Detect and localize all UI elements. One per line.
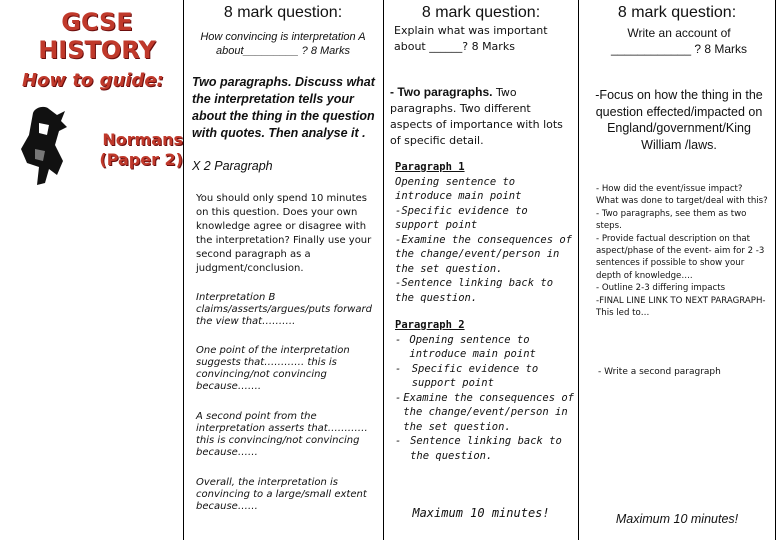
col4-question: Write an account of ____________ ? 8 Marks [610, 26, 748, 56]
col3-p1-title: Paragraph 1 [395, 161, 465, 173]
col2-heading: 8 mark question: [223, 4, 343, 21]
divider-2 [383, 0, 384, 540]
col3-paragraph-1 [395, 160, 575, 305]
col3-p1-item: -Examine the consequences of the change/event/person in the set question. [395, 233, 573, 275]
col3-p2-item: Examine the consequences of the change/event/person in the set question. [403, 391, 574, 433]
col4-bullets [596, 183, 768, 319]
divider-3 [578, 0, 579, 540]
col4-bullet: - Outline 2-3 differing impacts [596, 283, 726, 294]
title-block [32, 8, 162, 64]
col3-p1-item: -Specific evidence to support point [395, 204, 528, 231]
title-history: HISTORY [38, 36, 156, 64]
col2-time-note: You should only spend 10 minutes on this question. Does your own knowledge agree or disagree with the interpretation? Finally use your second paragraph as a judgment/conclusion. [196, 193, 372, 274]
col3-intro-rest: Two paragraphs. Two different aspects of importance with lots of specific detail. [390, 86, 563, 147]
col3-p2-item: Specific evidence to support point [411, 362, 539, 389]
col3-p2-item: Opening sentence to introduce main point [409, 333, 536, 360]
divider-1 [183, 0, 184, 540]
col3-p2-row: - Sentence linking back to the question. [395, 434, 575, 463]
col4-bullet: - Two paragraphs, see them as two steps. [596, 208, 747, 232]
col3-p2-title: Paragraph 2 [395, 319, 465, 331]
col3-p2-row: - Examine the consequences of the change/event/person in the set question. [395, 391, 574, 433]
col3-heading: 8 mark question: [421, 4, 541, 21]
col3-intro [390, 84, 570, 149]
col3-p2-item: Sentence linking back to the question. [410, 435, 562, 462]
col4-heading: 8 mark question: [617, 4, 737, 21]
normans-label: Normans [102, 130, 183, 149]
col4-bullet: - Provide factual description on that aspect/phase of the event- aim for 2 -3 sentences if possible to show your depth of knowledge…. [596, 233, 765, 281]
col4-bullet: -FINAL LINE LINK TO NEXT PARAGRAPH- This led to… [596, 295, 766, 319]
col2-main-instruction: Two paragraphs. Discuss what the interpretation tells your about the thing in the question with quotes. Then analyse it . [192, 75, 375, 140]
title-gcse: GCSE [61, 8, 133, 36]
col4-second-paragraph: - Write a second paragraph [598, 367, 721, 377]
col3-p2-row: - Opening sentence to introduce main point [395, 333, 575, 362]
col4-bullet: What was done to target/deal with this? [596, 196, 768, 207]
col4-bullet: - How did the event/issue impact? [596, 184, 743, 194]
col4-focus: -Focus on how the thing in the question effected/impacted on England/government/King William /laws. [595, 88, 763, 152]
col3-intro-bold: - Two paragraphs. [390, 85, 493, 99]
col2-question: How convincing is interpretation A about_________ ? 8 Marks [200, 31, 366, 57]
divider-4 [775, 0, 776, 540]
normans-block [95, 130, 183, 170]
col4-max-time: Maximum 10 minutes! [615, 512, 739, 526]
col3-question: Explain what was important about ______? 8 Marks [394, 24, 548, 53]
col2-x2-paragraph: X 2 Paragraph [192, 159, 273, 173]
col2-overall: Overall, the interpretation is convincing to a large/small extent because…… [196, 477, 367, 512]
how-to-guide: How to guide: [22, 70, 164, 91]
knight-illustration [5, 105, 105, 195]
col3-p1-item: Opening sentence to introduce main point [395, 175, 522, 202]
col3-p2-row: - Specific evidence to support point [395, 362, 575, 391]
col3-max-time: Maximum 10 minutes! [412, 506, 550, 520]
col2-second-point: A second point from the interpretation asserts that…………this is convincing/not convincing because…… [196, 411, 368, 458]
col3-p1-item: -Sentence linking back to the question. [395, 277, 554, 304]
paper-label: (Paper 2) [99, 150, 183, 169]
col2-interp-b: Interpretation B claims/asserts/argues/puts forward the view that………. [196, 292, 372, 327]
col2-point-one: One point of the interpretation suggests that………… this is convincing/not convincing because……. [196, 345, 350, 392]
col3-paragraph-2 [395, 318, 575, 463]
